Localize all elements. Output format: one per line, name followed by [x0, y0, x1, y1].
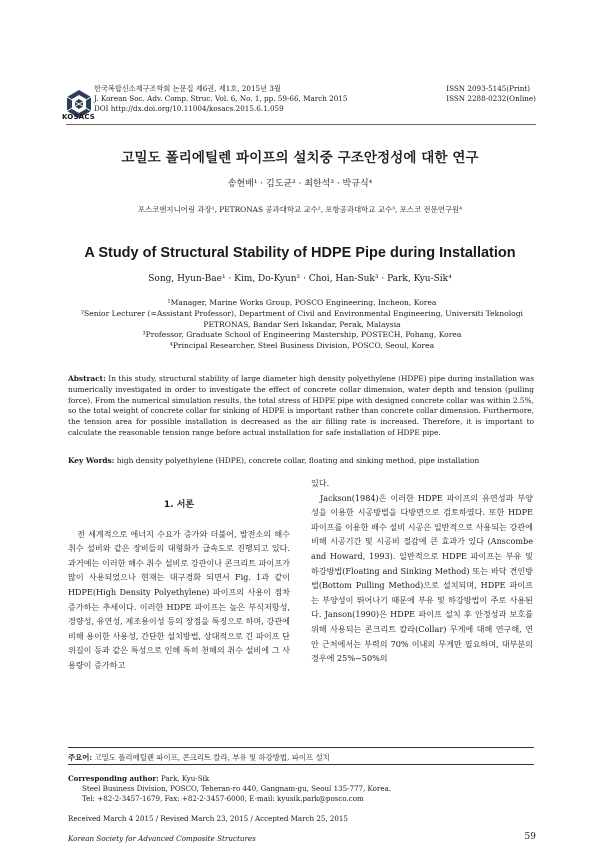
korean-keywords-text: 고밀도 폴리에틸렌 파이프, 콘크리트 칼라, 부유 및 하강방법, 파이프 설치: [94, 753, 330, 762]
corresponding-name: Park, Kyu-Sik: [161, 774, 210, 783]
section-heading: 1. 서론: [163, 500, 195, 510]
body-right-column: [311, 476, 533, 666]
journal-header: [62, 84, 536, 124]
affiliation-line: ²Senior Lecturer (=Assistant Professor), Department of Civil and Environmental Engineering, Universiti Teknologi: [80, 308, 523, 318]
affiliation-line: ¹Manager, Marine Works Group, POSCO Engineering, Incheon, Korea: [167, 298, 437, 307]
keywords-text: high density polyethylene (HDPE), concrete collar, floating and sinking method, pipe installation: [116, 456, 480, 465]
corresponding-contact: Tel: +82-2-3457-1679, Fax: +82-2-3457-6000, E-mail: kyusik.park@posco.com: [82, 793, 364, 803]
issn-print: ISSN 2093-5145(Print): [446, 84, 531, 93]
issn-online: ISSN 2288-0232(Online): [446, 94, 536, 104]
korean-keywords: [68, 752, 330, 763]
affiliation-line: ³Professor, Graduate School of Engineering Mastership, POSTECH, Pohang, Korea: [142, 330, 462, 340]
english-title: A Study of Structural Stability of HDPE Pipe during Installation: [84, 245, 516, 261]
manuscript-dates: Received March 4 2015 / Revised March 23, 2015 / Accepted March 25, 2015: [68, 814, 348, 823]
body-continuation: 있다.: [311, 478, 330, 488]
corresponding-address: Steel Business Division, POSCO, Teheran-ro 440, Gangnam-gu, Seoul 135-777, Korea.: [82, 783, 392, 793]
affiliation-line: PETRONAS, Bandar Seri Iskandar, Perak, Malaysia: [203, 319, 401, 329]
english-affiliations: [68, 298, 536, 352]
page-number: 59: [524, 832, 536, 842]
korean-affiliations: 포스코엔지니어링 과장¹, PETRONAS 공과대학교 교수², 포항공과대학교 교수³, 포스코 전문연구원⁴: [137, 205, 463, 214]
korean-title: 고밀도 폴리에틸렌 파이프의 설치중 구조안정성에 대한 연구: [121, 150, 479, 166]
keywords-top-rule: [68, 747, 534, 748]
issn-block: [446, 84, 536, 104]
body-paragraph: Jackson(1984)은 이러한 HDPE 파이프의 유연성과 부양성을 이용한 시공방법을 다방면으로 검토하였다. 또한 HDPE 파이프를 이용한 배수 설비 시공은 일반적으로 사용되는 강관에 비해 시공기간 및 시공비 절감에 큰 효과가 있다 (Anscombe and Howard, 1993). 일반적으로 HDPE 파이프는 부유 및 하강방법(Floating and Sinking Method) 또는 바닥 견인방법(Bottom Pulling Method)으로 설치되며, HDPE 파이프는 부양성이 뛰어나기 때문에 부유 및 하강방법이 주로 사용된다. Janson(1990)은 HDPE 파이프 설치 후 안정성과 보호를 위해 사용되는 콘크리트 칼라(Collar) 무게에 대해 연구해, 연안 근처에서는 부력의 70% 이내의 무게만 필요하며, 대부분의 경우에 25%~50%의: [311, 492, 533, 664]
english-authors: Song, Hyun-Bae¹ · Kim, Do-Kyun² · Choi, Han-Suk³ · Park, Kyu-Sik⁴: [148, 274, 452, 284]
doi-link[interactable]: DOI http://dx.doi.org/10.11004/kosacs.2015.6.1.059: [94, 104, 284, 114]
abstract-label: Abstract:: [68, 374, 106, 383]
body-left-column: [68, 498, 290, 673]
corresponding-author: [68, 774, 391, 803]
korean-keywords-label: 주요어:: [68, 753, 93, 762]
keywords-label: Key Words:: [68, 456, 115, 465]
affiliation-line: ⁴Principal Researcher, Steel Business Division, POSCO, Seoul, Korea: [169, 341, 435, 351]
footer-journal-name: Korean Society for Advanced Composite Structures: [68, 834, 256, 843]
logo-text: KOSACS: [62, 113, 96, 121]
abstract: [68, 374, 534, 439]
keywords-bottom-rule: [68, 764, 534, 765]
journal-english-citation: J. Korean Soc. Adv. Comp. Struc. Vol. 6, No. 1, pp. 59-66, March 2015: [94, 94, 348, 104]
keywords: [68, 456, 534, 465]
journal-citation: [94, 84, 347, 115]
header-divider: [66, 124, 536, 125]
korean-authors: 송현배¹ · 김도균² · 최한석³ · 박규식⁴: [227, 179, 373, 189]
abstract-text: In this study, structural stability of large diameter high density polyethylene (HDPE) pipe during installation was numerically investigated in order to investigate the effect of concrete collar dimension, water depth and tension (pulling force). From the numerical simulation results, the total stress of HDPE pipe with designed concrete collar was within 2.5%, so the total weight of concrete collar for sinking of HDPE is important rather than concrete collar dimension. Furthermore, the tension area for possible installation is decreased as the air filling rate is increased. Therefore, it is important to calculate the reasonable tension range before actual installation for safe installation of HDPE pipe.: [68, 374, 534, 437]
body-paragraph: 전 세계적으로 에너지 수요가 증가와 더불어, 발전소의 해수 취수 설비와 같은 장비들의 대형화가 급속도로 진행되고 있다. 과거에는 이러한 해수 취수 설비로 강관이나 콘크리트 파이프가 많이 사용되었으나 현재는 대구경화 되면서 Fig. 1과 같이 HDPE(High Density Polyethylene) 파이프의 사용이 점차 증가하는 추세이다. 이러한 HDPE 파이프는 높은 부식저항성, 경량성, 유연성, 제조용이성 등의 장점을 특징으로 하며, 강관에 비해 용이한 사용성, 간단한 설치방법, 상대적으로 긴 파이프 단위길이 등과 같은 특성으로 인해 특히 천해의 취수 설비에 그 사용량이 증가하고: [68, 528, 290, 670]
journal-korean-name: 한국복합신소재구조학회 논문집 제6권, 제1호, 2015년 3월: [94, 84, 281, 93]
corresponding-label: Corresponding author:: [68, 774, 159, 783]
